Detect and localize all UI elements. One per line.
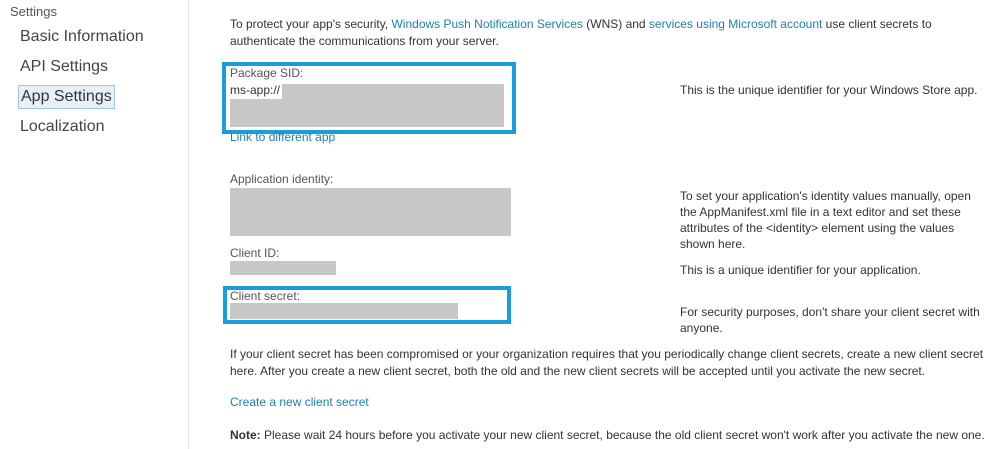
package-sid-value: ms-app:// [230, 83, 281, 97]
sidebar-item-localization[interactable]: Localization [20, 118, 105, 135]
application-identity-description: To set your application's identity values manually, open the AppManifest.xml file in a text editor and set these attributes of the <identity> element using the values shown here. [680, 189, 971, 251]
application-identity-redaction [230, 188, 511, 236]
sidebar-item-app-settings[interactable]: App Settings [18, 85, 115, 109]
client-secret-description: For security purposes, don't share your client secret with anyone. [680, 305, 980, 335]
note-paragraph [230, 427, 1000, 444]
package-sid-description: This is the unique identifier for your Windows Store app. [680, 83, 978, 97]
package-sid-label: Package SID: [230, 66, 304, 80]
create-new-client-secret-link[interactable]: Create a new client secret [230, 395, 369, 409]
microsoft-account-services-link[interactable]: services using Microsoft account [648, 17, 823, 31]
app-settings-panel [190, 0, 1000, 449]
client-secret-highlight-box [223, 286, 511, 324]
intro-text-middle: (WNS) and [582, 17, 649, 31]
client-id-description: This is a unique identifier for your application. [680, 263, 921, 277]
client-id-redaction [230, 261, 336, 275]
sidebar-item-basic-information[interactable]: Basic Information [20, 28, 144, 45]
client-id-label: Client ID: [230, 246, 280, 260]
intro-text-after: use client secrets to authenticate the communications from your server. [230, 17, 932, 48]
sidebar-item-api-settings[interactable]: API Settings [20, 58, 109, 75]
package-sid-highlight-box [222, 62, 516, 134]
client-secret-label: Client secret: [230, 289, 301, 303]
sidebar-heading: Settings [10, 4, 57, 19]
compromised-secret-paragraph: If your client secret has been compromised or your organization requires that you periodically change client secrets, create a new client secret here. After you create a new client secret, both the old and the new client secrets will be accepted until you activate the new secret. [230, 347, 984, 378]
intro-paragraph [230, 16, 970, 50]
link-different-app-link[interactable]: Link to different app [230, 130, 336, 144]
settings-sidebar [0, 0, 189, 449]
application-identity-label: Application identity: [230, 172, 334, 186]
wns-link[interactable]: Windows Push Notification Services [391, 17, 583, 31]
note-text: Please wait 24 hours before you activate your new client secret, because the old client secret won't work after you activate the new one. [260, 428, 985, 442]
intro-text-before: To protect your app's security, [230, 17, 392, 31]
note-label: Note: [230, 428, 261, 442]
